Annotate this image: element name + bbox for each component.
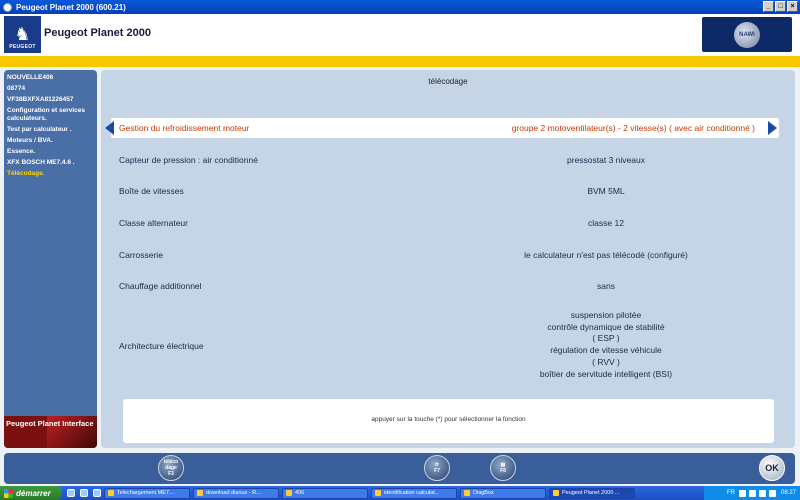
sidebar-item-active[interactable]: Télécodage.	[7, 170, 45, 177]
minimize-button[interactable]: _	[763, 1, 774, 12]
instruction-message: appuyer sur la touche (*) pour sélectionner la fonction	[371, 416, 526, 423]
parameter-label: Capteur de pression : air conditionné	[119, 155, 258, 165]
parameter-value-list	[451, 310, 761, 380]
sidebar-item[interactable]: NOUVELLE406	[7, 74, 54, 81]
folder-icon	[286, 490, 292, 496]
telecodage-panel	[101, 70, 795, 448]
parameter-value: le calculateur n'est pas télécodé (configuré)	[524, 250, 688, 260]
quick-launch-icon[interactable]	[93, 489, 101, 497]
breadcrumb-sidebar	[4, 70, 97, 448]
selected-parameter-row[interactable]	[111, 118, 779, 138]
taskbar-item[interactable]: identification calculat...	[371, 488, 457, 499]
sidebar-item[interactable]: Test par calculateur .	[7, 126, 72, 133]
taskbar-item[interactable]: Telechargement ME7....	[104, 488, 190, 499]
parameter-value: ( RVV )	[592, 356, 620, 367]
window-icon	[464, 490, 470, 496]
taskbar-item[interactable]: download dianux - R...	[193, 488, 279, 499]
print-f8-button[interactable]: ▤ F8	[490, 455, 516, 481]
arrow-right-icon[interactable]	[768, 121, 777, 135]
sidebar-item[interactable]: XFX BOSCH ME7.4.6 .	[7, 159, 75, 166]
maximize-button[interactable]: □	[775, 1, 786, 12]
quick-launch-icon[interactable]	[67, 489, 75, 497]
taskbar	[0, 486, 800, 500]
taskbar-item-active[interactable]: Peugeot Planet 2000 ...	[549, 488, 635, 499]
taskbar-item[interactable]: 406	[282, 488, 368, 499]
window-title-bar	[0, 0, 800, 14]
close-button[interactable]: ×	[787, 1, 798, 12]
parameter-value: classe 12	[588, 218, 624, 228]
parameter-value: suspension pilotée	[570, 310, 642, 320]
sidebar-item[interactable]: VF38BXFXA81226457	[7, 96, 74, 103]
globe-icon: NAWI	[734, 22, 760, 48]
sidebar-footer-label: Peugeot Planet Interface	[6, 419, 94, 428]
window-icon	[197, 490, 203, 496]
refresh-f7-button[interactable]: ⟳ F7	[424, 455, 450, 481]
language-indicator[interactable]: FR	[726, 490, 735, 496]
parameter-label: Classe alternateur	[119, 218, 188, 228]
parameter-label: Architecture électrique	[119, 341, 204, 351]
message-box	[123, 399, 774, 443]
parameter-value: contrôle dynamique de stabilité	[547, 321, 665, 332]
windows-flag-icon	[4, 489, 13, 498]
tray-icon[interactable]	[749, 490, 756, 497]
tray-icon[interactable]	[759, 490, 766, 497]
page-title: télécodage	[428, 77, 468, 86]
refresh-icon: ⟳	[434, 462, 440, 468]
window-icon	[108, 490, 114, 496]
telecodage-f3-button[interactable]: téléco dage F3	[158, 455, 184, 481]
arrow-left-icon[interactable]	[105, 121, 114, 135]
clock: 08:27	[780, 490, 796, 496]
tray-icon[interactable]	[739, 490, 746, 497]
selected-parameter-value: groupe 2 motoventilateur(s) - 2 vitesse(s) ( avec air conditionné )	[511, 123, 755, 133]
window-icon	[375, 490, 381, 496]
window-title: Peugeot Planet 2000 (600.21)	[16, 2, 126, 12]
start-button[interactable]: démarrer	[0, 486, 62, 500]
parameter-value: régulation de vitesse véhicule	[550, 345, 662, 356]
app-header	[0, 14, 800, 56]
sidebar-item[interactable]: 08774	[7, 85, 26, 92]
printer-icon: ▤	[500, 462, 506, 468]
sidebar-item[interactable]: Configuration et services calculateurs.	[7, 107, 86, 122]
parameter-value: BVM 5ML	[587, 186, 625, 196]
system-tray	[704, 486, 800, 500]
app-icon	[3, 3, 12, 12]
taskbar-item[interactable]: DiagBox	[460, 488, 546, 499]
parameter-value: ( ESP )	[592, 333, 620, 344]
quick-launch-icon[interactable]	[80, 489, 88, 497]
sidebar-item[interactable]: Moteurs / BVA.	[7, 137, 53, 144]
parameter-label: Boîte de vitesses	[119, 186, 184, 196]
lion-icon: ♞	[14, 24, 31, 44]
parameter-value: sans	[597, 281, 615, 291]
sidebar-item[interactable]: Essence.	[7, 148, 36, 155]
parameter-label: Carrosserie	[119, 250, 163, 260]
peugeot-logo: ♞ PEUGEOT	[4, 16, 41, 53]
sidebar-footer	[4, 416, 97, 448]
selected-parameter-label: Gestion du refroidissement moteur	[119, 123, 250, 133]
app-title: Peugeot Planet 2000	[44, 27, 151, 39]
parameter-label: Chauffage additionnel	[119, 281, 202, 291]
parameter-value: boîtier de servitude intelligent (BSI)	[539, 368, 673, 379]
window-controls	[763, 1, 798, 12]
function-key-bar	[4, 453, 795, 484]
parameter-value: pressostat 3 niveaux	[567, 155, 645, 165]
ok-button[interactable]: OK	[759, 455, 785, 481]
window-icon	[553, 490, 559, 496]
accent-stripe	[0, 56, 800, 67]
nawi-logo	[702, 17, 792, 52]
tray-icon[interactable]	[769, 490, 776, 497]
